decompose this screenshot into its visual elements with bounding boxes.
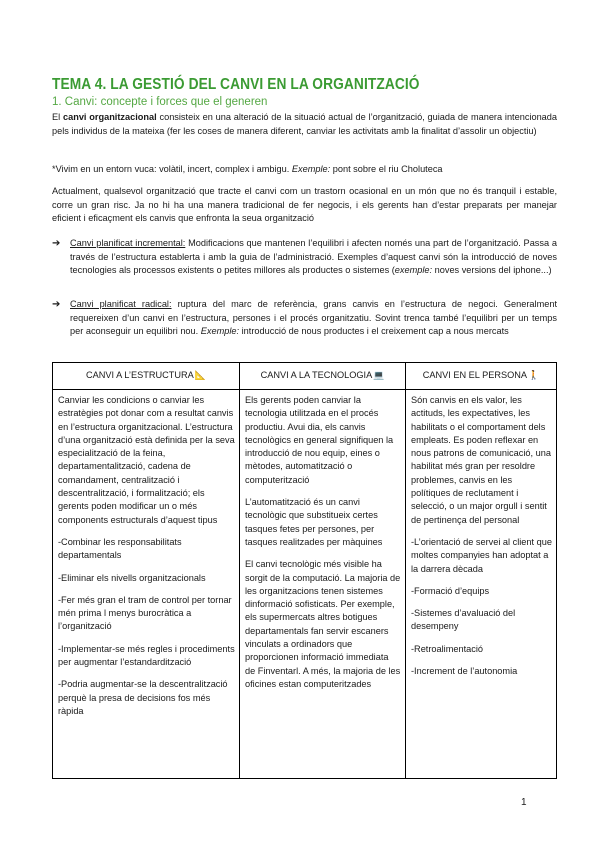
header-label: CANVI A L’ESTRUCTURA <box>86 370 194 381</box>
column-technology <box>240 390 406 779</box>
table-header-row <box>53 363 557 390</box>
cell-paragraph: -Podria augmentar-se la descentralització perquè la presa de decisions fos més ràpida <box>58 679 228 716</box>
header-label: CANVI EN EL PERSONA <box>422 370 528 381</box>
bullet-example: introducció de nous productes i el creixement cap a nous mercats <box>241 326 509 337</box>
cell-paragraph: Els gerents poden canviar la tecnologia utilitzada en el procés productiu. Avui dia, els canvis tecnològics en general signifiquen la introducció de nou equip, eines o mètodes, automatització o computerització <box>245 395 394 485</box>
arrow-icon: ➔ <box>52 238 61 249</box>
bullet-body: Modificacions que mantenen l’equilibri i afecten només una part de l’organització. Passa a través de l’estructura establerta i amb la guia de l’administració. Exemples d’aquest canvi són la introducció de noves tecnologies als processos existents o petites millores als productes o sistemes ( <box>70 238 557 276</box>
change-types-table <box>52 362 557 779</box>
cell-paragraph: -Combinar les responsabilitats departamentals <box>58 536 182 561</box>
column-people <box>406 390 557 779</box>
cell-paragraph: -Eliminar els nivells organitzacionals <box>58 572 206 583</box>
header-people <box>406 363 557 390</box>
header-label: CANVI A LA TECNOLOGIA <box>260 370 373 381</box>
section-heading: 1. Canvi: concepte i forces que el generen <box>52 96 268 108</box>
header-structure <box>53 363 240 390</box>
arrow-icon: ➔ <box>52 299 61 310</box>
column-structure <box>53 390 240 779</box>
definition-term: canvi organitzacional <box>62 112 157 122</box>
bullet-example: noves versions del iphone...) <box>434 265 552 276</box>
cell-paragraph: El canvi tecnològic més visible ha sorgit de la computació. La majoria de les organitzacions tenen sistemes dinformació sofisticats. Per exemple, els supermercats altres botigues departamentals fan servir escaners vinculats a ordinadors que proporcionen informació immediata de Finventarl. A més, la majoria de les oficines estan computeritzades <box>245 559 401 689</box>
cell-paragraph: -Implementar-se més regles i procediments per augmentar l’estandardització <box>58 643 235 668</box>
bullet-label: Canvi planificat incremental: <box>70 238 186 248</box>
bullet-text <box>70 298 557 339</box>
laptop-icon: 💻 <box>373 370 385 381</box>
bullet-example-label: Exemple: <box>200 326 240 337</box>
intro-paragraph: Actualment, qualsevol organització que tracte el canvi com un trastorn ocasional en un món que no és tranquil i estable, corre un gran risc. Ja no hi ha una manera tradicional de fer negocis, i els gerents han d’estar preparats per manejar eficient i eficaçment els canvis que enfronta la seua organització <box>52 186 557 224</box>
bullet-label: Canvi planificat radical: <box>70 299 172 309</box>
cell-paragraph: Canviar les condicions o canviar les estratègies pot donar com a resultat canvis en l’estructura organitzacional. L’estructura d’una organització està definida per la seva especialització de la feina, departamentalització, cadena de comandament, centralització i descentralització, i formalització; els gerents poden modificar un o més components estructurals d’aquest tipus <box>58 395 235 525</box>
cell-paragraph: -Increment de l’autonomia <box>411 666 518 677</box>
definition-lead: El <box>52 112 61 122</box>
vuca-example-label: Exemple: <box>291 164 331 174</box>
ruler-icon: 📐 <box>194 370 206 381</box>
table-row <box>53 390 557 779</box>
definition-text: consisteix en una alteració de la situació actual de l’organització, guiada de manera intencionada pels individus de la mateixa (fer les coses de manera diferent, canviar les activitats amb la finalitat d’assolir un objectiu) <box>52 112 558 136</box>
bullet-body: ruptura del marc de referència, grans canvis en l’estructura de negoci. Generalment requereixen d’un canvi en l’estructura, persones i el procés organitzatiu. Sovint trenca també l’equilibri per un temps per aconseguir un equilibri nou. <box>70 299 557 337</box>
cell-paragraph: -Formació d’equips <box>411 585 490 596</box>
cell-paragraph: Són canvis en els valor, les actituds, les expectatives, les habilitats o el comportament dels empleats. Es poden reflexar en nous patrons de comunicació, una habilitat més gran per resoldre problemes, canvis en les polítiques de reclutament i selecció, o un major orgull i sentit de pertinença del personal <box>411 395 551 525</box>
vuca-text: *Vivim en un entorn vuca: volàtil, incert, complex i ambigu. <box>52 164 290 174</box>
cell-paragraph: -L’orientació de servei al client que moltes companyies han adoptat a la darrera dècada <box>411 536 552 574</box>
bullet-example-label: exemple: <box>394 265 433 276</box>
vuca-example: pont sobre el riu Choluteca <box>332 164 443 174</box>
page-number: 1 <box>521 797 527 808</box>
bullet-text <box>70 237 557 278</box>
cell-paragraph: -Sistemes d’avaluació del desempeny <box>411 608 516 632</box>
vuca-paragraph <box>52 163 557 177</box>
person-walking-icon: 🚶 <box>528 370 540 381</box>
page-title: TEMA 4. LA GESTIÓ DEL CANVI EN LA ORGANITZACIÓ <box>52 76 420 93</box>
cell-paragraph: L’automatització és un canvi tecnològic que substitueix certes tasques fetes per persones, per tasques realitzades per màquines <box>245 497 383 547</box>
cell-paragraph: -Fer més gran el tram de control per tornar mén prima l menys burocràtica a l’organització <box>58 594 232 632</box>
definition-paragraph <box>52 111 557 138</box>
header-technology <box>240 363 406 390</box>
cell-paragraph: -Retroalimentació <box>411 643 483 654</box>
